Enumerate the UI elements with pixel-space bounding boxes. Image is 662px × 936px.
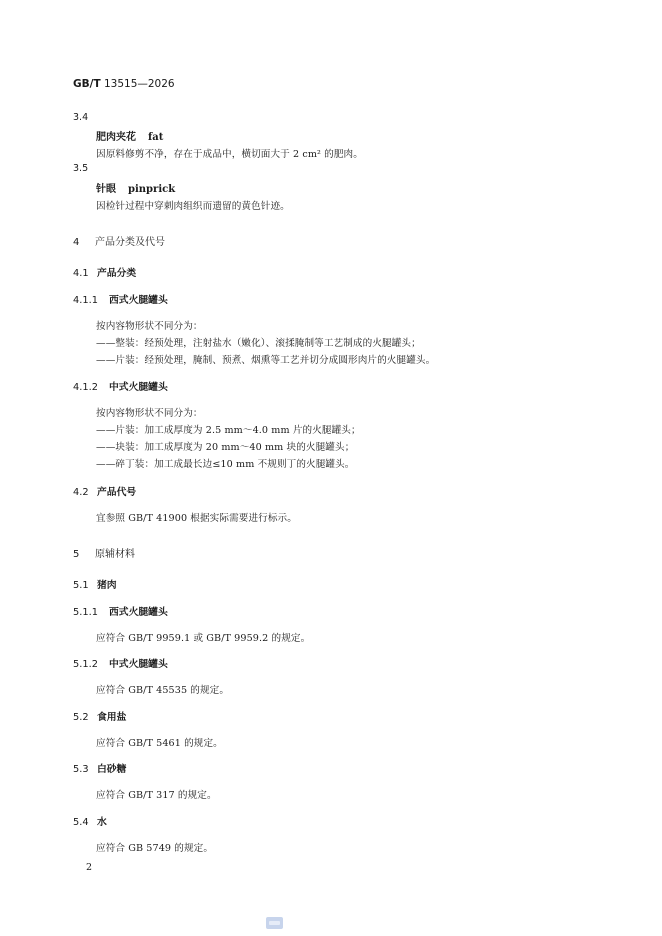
section-number: 5 — [73, 549, 80, 560]
subsection-heading — [73, 577, 117, 591]
term-title — [96, 128, 163, 143]
paragraph: 按内容物形状不同分为： — [96, 321, 203, 332]
clause-title: 西式火腿罐头 — [109, 607, 168, 618]
term-name-cn: 肥肉夹花 — [96, 132, 136, 143]
clause-title: 中式火腿罐头 — [109, 382, 168, 393]
term-name-en: pinprick — [128, 184, 176, 195]
subsection-heading — [73, 484, 136, 498]
term-name-cn: 针眼 — [96, 184, 116, 195]
subsection-heading — [73, 709, 126, 723]
term-number: 3.5 — [73, 163, 89, 174]
section-title: 原辅材料 — [95, 549, 135, 560]
subsection-title: 产品代号 — [97, 487, 137, 498]
paragraph: 应符合 GB/T 45535 的规定。 — [96, 685, 230, 696]
term-definition: 因原料修剪不净，存在于成品中，横切面大于 2 cm² 的肥肉。 — [96, 149, 363, 160]
subsection-heading — [73, 814, 107, 828]
section-title: 产品分类及代号 — [95, 237, 165, 248]
standard-prefix: GB/T — [73, 78, 101, 90]
clause-title: 中式火腿罐头 — [109, 659, 168, 670]
paragraph: 按内容物形状不同分为： — [96, 408, 203, 419]
clause-heading — [73, 656, 168, 670]
subsection-title: 猪肉 — [97, 580, 117, 591]
standard-number: 13515—2026 — [103, 78, 175, 90]
subsection-number: 5.4 — [73, 817, 89, 828]
paragraph: 应符合 GB/T 9959.1 或 GB/T 9959.2 的规定。 — [96, 633, 311, 644]
subsection-heading — [73, 761, 126, 775]
watermark-logo — [266, 917, 283, 929]
subsection-heading — [73, 265, 136, 279]
list-item: ——片装：经预处理，腌制、预煮、烟熏等工艺并切分成圆形肉片的火腿罐头。 — [96, 355, 436, 366]
term-number: 3.4 — [73, 112, 89, 123]
clause-number: 4.1.2 — [73, 382, 98, 393]
subsection-number: 4.1 — [73, 268, 89, 279]
paragraph: 宜参照 GB/T 41900 根据实际需要进行标示。 — [96, 513, 297, 524]
clause-heading — [73, 292, 168, 306]
term-name-en: fat — [148, 132, 164, 143]
section-heading — [73, 233, 165, 248]
term-title — [96, 180, 175, 195]
list-item: ——块装：加工成厚度为 20 mm～40 mm 块的火腿罐头； — [96, 442, 355, 453]
clause-number: 5.1.1 — [73, 607, 98, 618]
subsection-title: 食用盐 — [97, 712, 127, 723]
subsection-number: 5.2 — [73, 712, 89, 723]
term-definition: 因检针过程中穿刺肉组织而遗留的黄色针迹。 — [96, 201, 290, 212]
clause-heading — [73, 379, 168, 393]
clause-heading — [73, 604, 168, 618]
clause-number: 4.1.1 — [73, 295, 98, 306]
subsection-number: 5.1 — [73, 580, 89, 591]
standard-header — [73, 78, 175, 90]
subsection-number: 5.3 — [73, 764, 89, 775]
subsection-title: 产品分类 — [97, 268, 137, 279]
subsection-title: 白砂糖 — [97, 764, 127, 775]
list-item: ——碎丁装：加工成最长边≤10 mm 不规则丁的火腿罐头。 — [96, 459, 355, 470]
paragraph: 应符合 GB/T 5461 的规定。 — [96, 738, 223, 749]
subsection-number: 4.2 — [73, 487, 89, 498]
section-number: 4 — [73, 237, 80, 248]
list-item: ——整装：经预处理，注射盐水（嫩化）、滚揉腌制等工艺制成的火腿罐头； — [96, 338, 421, 349]
clause-title: 西式火腿罐头 — [109, 295, 168, 306]
subsection-title: 水 — [97, 817, 107, 828]
paragraph: 应符合 GB/T 317 的规定。 — [96, 790, 217, 801]
page-number: 2 — [86, 862, 93, 873]
list-item: ——片装：加工成厚度为 2.5 mm～4.0 mm 片的火腿罐头； — [96, 425, 361, 436]
clause-number: 5.1.2 — [73, 659, 98, 670]
section-heading — [73, 545, 135, 560]
paragraph: 应符合 GB 5749 的规定。 — [96, 843, 214, 854]
